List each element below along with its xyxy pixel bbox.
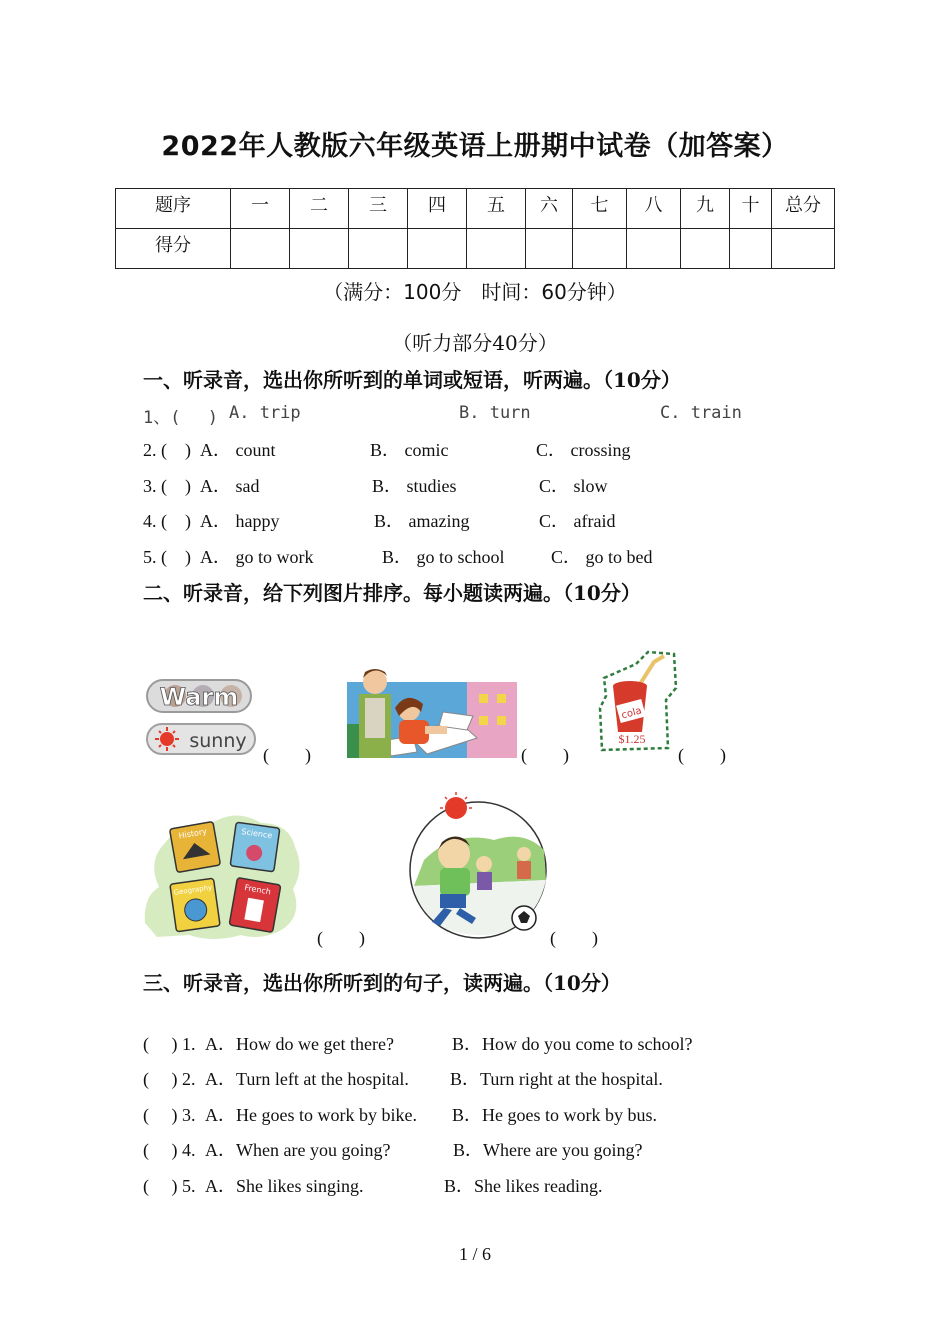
score-cell[interactable] xyxy=(231,229,290,269)
score-cell[interactable] xyxy=(627,229,681,269)
children-drawing-picture xyxy=(347,664,517,758)
table-cell: 题序 xyxy=(116,189,231,229)
s3-q3-option-b: B．He goes to work by bus. xyxy=(452,1105,657,1125)
score-cell[interactable] xyxy=(772,229,835,269)
table-cell: 六 xyxy=(526,189,573,229)
listening-part-label: （听力部分40分） xyxy=(392,331,558,355)
boy-football-picture xyxy=(404,790,552,940)
exam-info: （满分：100分 时间：60分钟） xyxy=(323,280,627,304)
table-cell: 三 xyxy=(349,189,408,229)
s3-q3-number: ( ) 3. xyxy=(143,1105,196,1125)
book-geography-label: Geography xyxy=(173,883,213,897)
q1-option-c: C. train xyxy=(660,403,742,423)
s3-q2-option-a: A．Turn left at the hospital. xyxy=(205,1069,409,1089)
s3-q4-option-b: B．Where are you going? xyxy=(453,1140,643,1160)
score-table xyxy=(115,188,835,269)
s3-q5-option-a: A．She likes singing. xyxy=(205,1176,364,1196)
sunny-label: sunny xyxy=(189,730,247,752)
section2-heading: 二、听录音，给下列图片排序。每小题读两遍。（10分） xyxy=(143,581,641,605)
book-history-label: History xyxy=(177,826,208,841)
score-cell[interactable] xyxy=(573,229,627,269)
score-table-score-row xyxy=(116,229,835,269)
score-cell[interactable] xyxy=(408,229,467,269)
q2-option-a: A． count xyxy=(200,440,276,460)
cola-price-picture xyxy=(596,648,678,754)
warm-label: Warm xyxy=(159,683,239,711)
q5-number: 5. ( ) xyxy=(143,547,191,567)
cola-label: cola xyxy=(620,705,643,722)
table-cell: 二 xyxy=(290,189,349,229)
q4-option-b: B． amazing xyxy=(374,511,470,531)
answer-blank[interactable]: ( ) xyxy=(678,745,726,765)
table-cell: 四 xyxy=(408,189,467,229)
q3-option-b: B． studies xyxy=(372,476,457,496)
score-cell[interactable] xyxy=(681,229,730,269)
s3-q1-number: ( ) 1. xyxy=(143,1034,196,1054)
score-cell[interactable] xyxy=(526,229,573,269)
q5-option-b: B． go to school xyxy=(382,547,505,567)
section3-heading: 三、听录音，选出你所听到的句子，读两遍。（10分） xyxy=(143,971,621,995)
table-cell: 九 xyxy=(681,189,730,229)
s3-q1-option-b: B．How do you come to school? xyxy=(452,1034,693,1054)
score-table-header-row xyxy=(116,189,835,229)
score-cell[interactable] xyxy=(467,229,526,269)
table-cell: 得分 xyxy=(116,229,231,269)
table-cell: 八 xyxy=(627,189,681,229)
q2-option-b: B． comic xyxy=(370,440,449,460)
q1-number: 1、( ) xyxy=(143,408,218,428)
table-cell: 十 xyxy=(730,189,772,229)
q4-number: 4. ( ) xyxy=(143,511,191,531)
table-cell: 五 xyxy=(467,189,526,229)
answer-blank[interactable]: ( ) xyxy=(263,745,311,765)
q3-option-c: C． slow xyxy=(539,476,608,496)
page-number: 1 / 6 xyxy=(458,1244,491,1264)
q5-option-c: C． go to bed xyxy=(551,547,653,567)
s3-q4-option-a: A．When are you going? xyxy=(205,1140,391,1160)
answer-blank[interactable]: ( ) xyxy=(521,745,569,765)
q1-option-a: A. trip xyxy=(229,403,301,423)
score-cell[interactable] xyxy=(349,229,408,269)
q4-option-a: A． happy xyxy=(200,511,280,531)
price-label: $1.25 xyxy=(618,732,646,746)
s3-q5-option-b: B．She likes reading. xyxy=(444,1176,603,1196)
answer-blank[interactable]: ( ) xyxy=(550,928,598,948)
q2-option-c: C． crossing xyxy=(536,440,631,460)
table-cell: 一 xyxy=(231,189,290,229)
q4-option-c: C． afraid xyxy=(539,511,616,531)
s3-q2-number: ( ) 2. xyxy=(143,1069,196,1089)
q2-number: 2. ( ) xyxy=(143,440,191,460)
book-science-label: Science xyxy=(240,827,273,841)
table-cell: 七 xyxy=(573,189,627,229)
s3-q5-number: ( ) 5. xyxy=(143,1176,196,1196)
q5-option-a: A． go to work xyxy=(200,547,314,567)
weather-warm-sunny-picture xyxy=(145,678,257,758)
table-cell: 总分 xyxy=(772,189,835,229)
page-title: 2022年人教版六年级英语上册期中试卷（加答案） xyxy=(161,131,789,162)
q3-number: 3. ( ) xyxy=(143,476,191,496)
score-cell[interactable] xyxy=(730,229,772,269)
answer-blank[interactable]: ( ) xyxy=(317,928,365,948)
q3-option-a: A． sad xyxy=(200,476,260,496)
q1-option-b: B. turn xyxy=(459,403,531,423)
s3-q3-option-a: A．He goes to work by bike. xyxy=(205,1105,417,1125)
s3-q2-option-b: B．Turn right at the hospital. xyxy=(450,1069,663,1089)
school-books-picture xyxy=(143,811,303,941)
section1-heading: 一、听录音，选出你所听到的单词或短语，听两遍。（10分） xyxy=(143,368,681,392)
s3-q4-number: ( ) 4. xyxy=(143,1140,196,1160)
score-cell[interactable] xyxy=(290,229,349,269)
s3-q1-option-a: A．How do we get there? xyxy=(205,1034,394,1054)
book-french-label: French xyxy=(243,882,272,897)
